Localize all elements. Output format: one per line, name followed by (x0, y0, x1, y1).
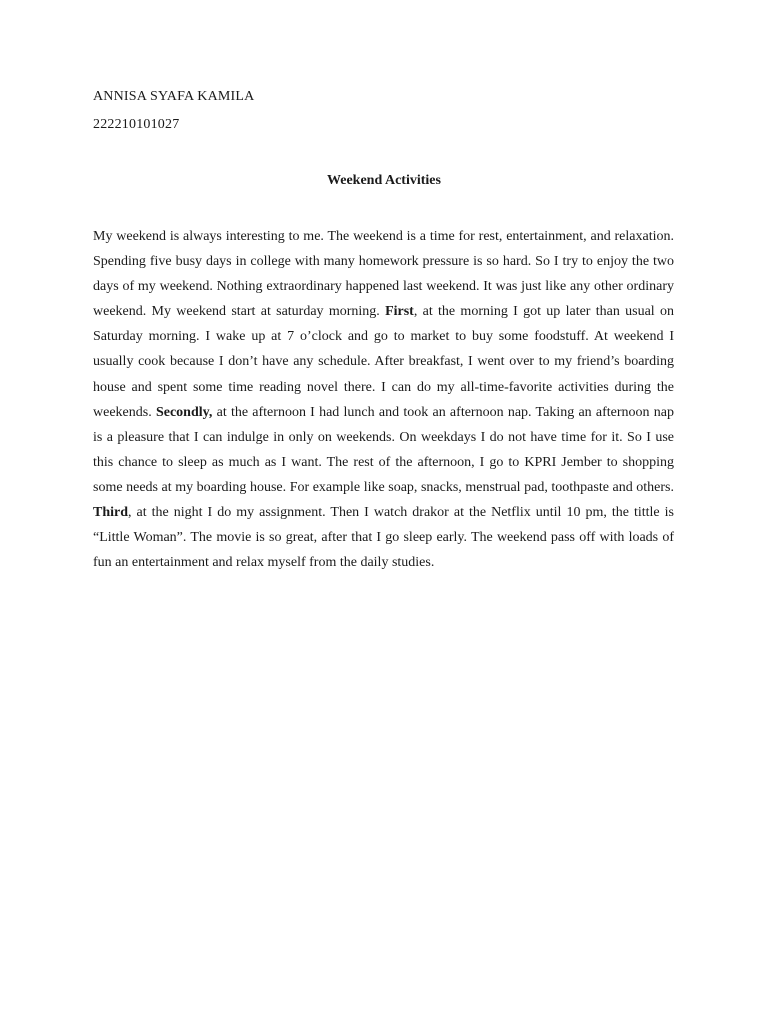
body-paragraph (93, 224, 674, 575)
emphasis-first: First (385, 304, 414, 320)
paragraph-text: , at the morning I got up later than usual on Saturday morning. I wake up at 7 o’clock and go to market to buy some foodstuff. At weekend I usually cook because I don’t have any schedule. After breakfast, I went over to my friend’s boarding house and spent some time reading novel there. I can do my all-time-favorite activities during the weekends. (93, 304, 674, 420)
paragraph-text: at the afternoon I had lunch and took an afternoon nap. Taking an afternoon nap is a pleasure that I can indulge in only on weekends. On weekdays I do not have time for it. So I use this chance to sleep as much as I want. The rest of the afternoon, I go to KPRI Jember to shopping some needs at my boarding house. For example like soap, snacks, menstrual pad, toothpaste and others. (93, 404, 675, 495)
student-id: 222210101027 (93, 117, 180, 132)
emphasis-secondly: Secondly, (155, 404, 213, 420)
paragraph-text: , at the night I do my assignment. Then I watch drakor at the Netflix until 10 pm, the tittle is “Little Woman”. The movie is so great, after that I go sleep early. The weekend pass off with loads of fun an entertainment and relax myself from the daily studies. (93, 505, 674, 571)
emphasis-third: Third (93, 505, 129, 521)
paragraph-text: My weekend is always interesting to me. The weekend is a time for rest, entertainment, and relaxation. Spending five busy days in college with many homework pressure is so hard. So I try to enjoy the two days of my weekend. Nothing extraordinary happened last weekend. It was just like any other ordinary weekend. My weekend start at saturday morning. (93, 229, 674, 320)
author-name: ANNISA SYAFA KAMILA (93, 89, 255, 104)
document-title: Weekend Activities (327, 173, 441, 188)
